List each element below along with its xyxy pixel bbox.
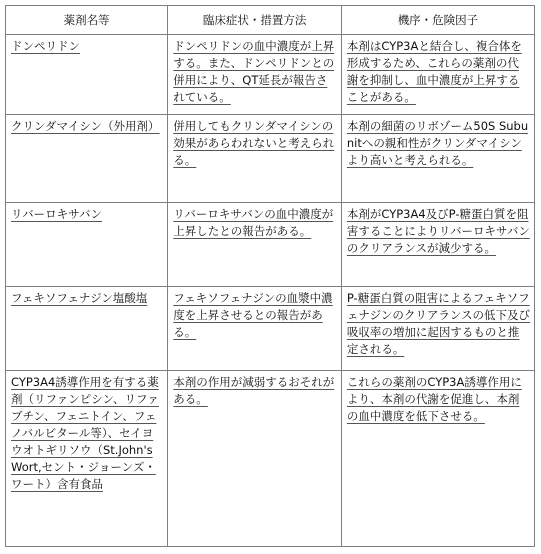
clinical-text: ドンペリドンの血中濃度が上昇する。また、ドンペリドンとの併用により、QT延長が報告されている。 [173, 39, 335, 104]
clinical-cell [168, 114, 342, 202]
clinical-text: 併用してもクリンダマイシンの効果があらわれないと考えられる。 [173, 118, 335, 167]
table-row [6, 287, 535, 371]
table-row [6, 202, 535, 287]
mechanism-cell [341, 114, 534, 202]
drug-name: リバーロキサバン [11, 206, 102, 221]
clinical-cell [168, 35, 342, 115]
mechanism-cell [341, 202, 534, 287]
drug-name: クリンダマイシン（外用剤） [11, 118, 160, 133]
mechanism-text: 本剤の細菌のリボゾーム50S Subunitへの親和性がクリンダマイシンより高いと考えられる。 [346, 118, 529, 167]
clinical-text: 本剤の作用が減弱するおそれがある。 [173, 375, 335, 407]
header-row [6, 6, 535, 35]
mechanism-text: 本剤がCYP3A4及びP-糖蛋白質を阻害することによりリバーロキサバンのクリアランスが減少する。 [346, 206, 530, 255]
mechanism-cell [341, 287, 534, 371]
mechanism-cell [341, 35, 534, 115]
drug-cell [6, 35, 168, 115]
header-clinical-symptoms: 臨床症状・措置方法 [168, 6, 342, 35]
drug-cell [6, 287, 168, 371]
drug-cell [6, 202, 168, 287]
drug-cell [6, 114, 168, 202]
mechanism-text: 本剤はCYP3Aと結合し、複合体を形成するため、これらの薬剤の代謝を抑制し、血中濃度が上昇することがある。 [346, 39, 522, 104]
drug-cell [6, 371, 168, 547]
drug-name: ドンペリドン [11, 39, 80, 53]
drug-name: フェキソフェナジン塩酸塩 [11, 291, 148, 306]
header-drug-name: 薬剤名等 [6, 6, 168, 35]
clinical-cell [168, 202, 342, 287]
table-row [6, 35, 535, 115]
table-row [6, 371, 535, 547]
table-row [6, 114, 535, 202]
mechanism-cell [341, 371, 534, 547]
header-mechanism: 機序・危険因子 [341, 6, 534, 35]
drug-interaction-table [5, 5, 535, 547]
clinical-cell [168, 287, 342, 371]
clinical-cell [168, 371, 342, 547]
clinical-text: リバーロキサバンの血中濃度が上昇したとの報告がある。 [173, 206, 334, 238]
mechanism-text: P-糖蛋白質の阻害によるフェキソフェナジンのクリアランスの低下及び吸収率の増加に起因するものと推定される。 [346, 291, 531, 357]
drug-name: CYP3A4誘導作用を有する薬剤（リファンピシン、リファブチン、フェニトイン、フェノバルビタール等）、セイヨウオトギリソウ（St.John's Wort,セント・ジョーンズ・ワート）含有食品 [11, 375, 159, 492]
clinical-text: フェキソフェナジンの血漿中濃度を上昇させるとの報告がある。 [173, 291, 333, 340]
mechanism-text: これらの薬剤のCYP3A誘導作用により、本剤の代謝を促進し、本剤の血中濃度を低下させる。 [346, 375, 522, 424]
